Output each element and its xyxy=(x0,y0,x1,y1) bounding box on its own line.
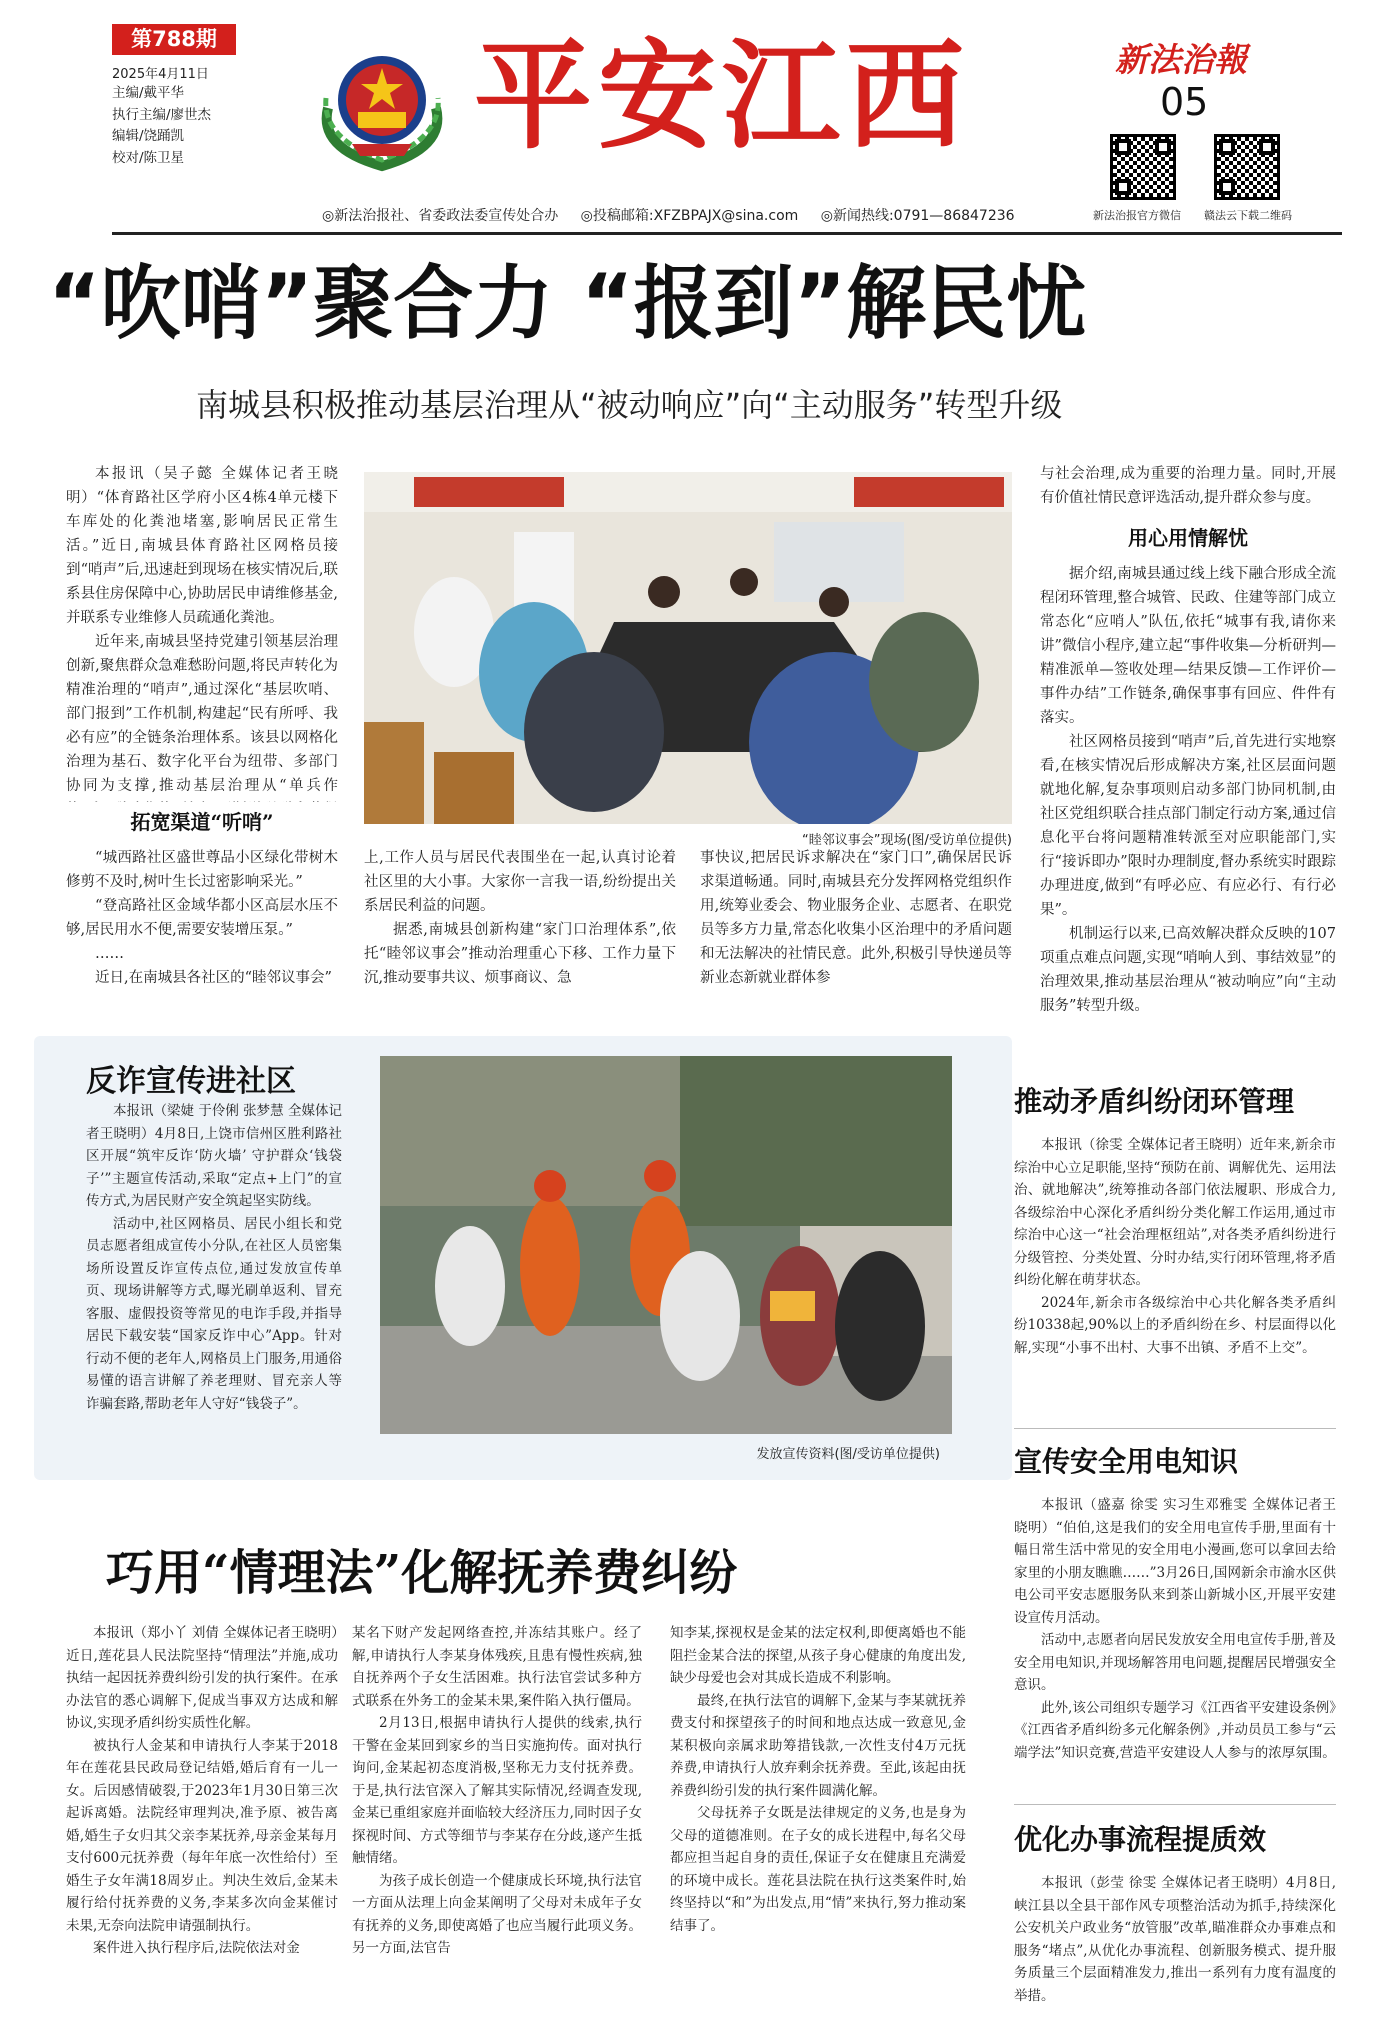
custody-column-2 xyxy=(352,1622,642,2030)
electric-paragraph: 此外,该公司组织专题学习《江西省平安建设条例》《江西省矛盾纠纷多元化解条例》,并动员员工参与“云端学法”知识竞赛,营造平安建设人人参与的浓厚氛围。 xyxy=(1014,1699,1336,1761)
lead-headline: “吹哨”聚合力 “报到”解民忧 xyxy=(48,257,1087,350)
lead-paragraph: 社区网格员接到“哨声”后,首先进行实地察看,在核实情况后形成解决方案,社区层面问题就地化解,复杂事项则启动多部门协同机制,由社区党组织联合挂点部门制定行动方案,通过信息化平台将问题精准转派至对应职能部门,实行“接诉即办”限时办理制度,督办系统实时跟踪办理进度,做到“有呼必应、有应必行、有行必果”。 xyxy=(1040,734,1336,918)
electric-body xyxy=(1014,1494,1336,1796)
antifraud-photo-caption: 发放宣传资料(图/受访单位提供) xyxy=(756,1447,940,1462)
lead-paragraph: “登高路社区金域华都小区高层水压不够,居民用水不便,需要安装增压泵。” xyxy=(66,898,338,938)
credit-proofread: 校对/陈卫星 xyxy=(112,149,185,166)
lead-subhead-listen: 拓宽渠道“听哨” xyxy=(130,810,274,834)
lead-subhead-resolve: 用心用情解忧 xyxy=(1128,526,1248,550)
qr-code-wechat-icon xyxy=(1110,134,1176,200)
lead-paragraph: 上,工作人员与居民代表围坐在一起,认真讨论着社区里的大小事。大家你一言我一语,纷纷提出关系居民利益的问题。 xyxy=(364,850,676,914)
lead-paragraph: 据悉,南城县创新构建“家门口治理体系”,依托“睦邻议事会”推动治理重心下移、工作力量下沉,推动要事共议、烦事商议、急 xyxy=(364,922,676,986)
custody-paragraph: 为孩子成长创造一个健康成长环境,执行法官一方面从法理上向金某阐明了父母对未成年子女有抚养的义务,即使离婚了也应当履行此项义务。另一方面,法官告 xyxy=(352,1872,642,1956)
hotline-text: ◎新闻热线:0791—86847236 xyxy=(820,208,1015,224)
credit-editor: 主编/戴平华 xyxy=(112,85,185,101)
custody-paragraph: 某名下财产发起网络查控,并冻结其账户。经了解,申请执行人李某身体残疾,且患有慢性疾病,独自抚养两个子女生活困难。执行法官尝试多种方式联系在外务工的金某未果,案件陷入执行僵局。 xyxy=(352,1625,642,1709)
lead-paragraph: 与社会治理,成为重要的治理力量。同时,开展有价值社情民意评选活动,提升群众参与度。 xyxy=(1040,466,1336,506)
contact-bar xyxy=(322,205,1015,225)
qr-code-app-icon xyxy=(1214,134,1280,200)
antifraud-paragraph: 本报讯（梁婕 于伶俐 张梦慧 全媒体记者王晓明）4月8日,上饶市信州区胜利路社区开展“筑牢反诈‘防火墙’ 守护群众‘钱袋子’”主题宣传活动,采取“定点+上门”的宣传方式,为居民财产安全筑起坚实防线。 xyxy=(86,1103,342,1209)
qr-label-wechat: 新法治报官方微信 xyxy=(1093,209,1181,222)
issue-badge: 第788期 xyxy=(112,24,236,55)
antifraud-paragraph: 活动中,社区网格员、居民小组长和党员志愿者组成宣传小分队,在社区人员密集场所设置反诈宣传点位,通过发放宣传单页、现场讲解等方式,曝光刷单返利、冒充客服、虚假投资等常见的电诈手段,并指导居民下载安装“国家反诈中心”App。针对行动不便的老年人,网格员上门服务,用通俗易懂的语言讲解了养老理财、冒充亲人等诈骗套路,帮助老年人守好“钱袋子”。 xyxy=(86,1215,342,1412)
lead-paragraph: 事快议,把居民诉求解决在“家门口”,确保居民诉求渠道畅通。同时,南城县充分发挥网格党组织作用,统筹业委会、物业服务企业、志愿者、在职党员等多方力量,常态化收集小区治理中的矛盾问题和无法解决的社情民意。此外,积极引导快递员等新业态新就业群体参 xyxy=(700,850,1012,986)
custody-paragraph: 2月13日,根据申请执行人提供的线索,执行干警在金某回到家乡的当日实施拘传。面对执行询问,金某起初态度消极,坚称无力支付抚养费。于是,执行法官深入了解其实际情况,经调查发现,金某已重组家庭并面临较大经济压力,同时因子女探视时间、方式等细节与李某存在分歧,遂产生抵触情绪。 xyxy=(352,1715,642,1866)
lead-column-1 xyxy=(66,462,338,802)
electric-paragraph: 本报讯（盛嘉 徐雯 实习生邓雅雯 全媒体记者王晓明）“伯伯,这是我们的安全用电宣传手册,里面有十幅日常生活中常见的安全用电小漫画,您可以拿回去给家里的小朋友瞧瞧……”3月26日,国网新余市渝水区供电公司平安志愿服务队来到茶山新城小区,开展平安建设宣传月活动。 xyxy=(1014,1497,1336,1626)
custody-headline: 巧用“情理法”化解抚养费纠纷 xyxy=(106,1545,738,1601)
brand-logo: 新法治報 xyxy=(1115,40,1247,79)
credit-editing: 编辑/饶踊凯 xyxy=(112,128,185,144)
right-divider-2 xyxy=(1014,1804,1336,1805)
service-headline: 优化办事流程提质效 xyxy=(1014,1823,1267,1856)
lead-column-4b xyxy=(1040,562,1336,1020)
page-number: 05 xyxy=(1160,80,1209,124)
sponsor-text: ◎新法治报社、省委政法委宣传处合办 xyxy=(322,208,559,224)
lead-paragraph: …… xyxy=(95,946,124,962)
lead-column-1b xyxy=(66,846,338,1016)
right-divider-1 xyxy=(1014,1428,1336,1429)
service-paragraph: 本报讯（彭莹 徐雯 全媒体记者王晓明）4月8日,峡江县以全县干部作风专项整治活动为抓手,持续深化公安机关户政业务“放管服”改革,瞄准群众办事难点和服务“堵点”,从优化办事流程、创新服务模式、提升服务质量三个层面精准发力,推出一系列有力度有温度的举措。 xyxy=(1014,1875,1336,2004)
lead-column-3 xyxy=(700,846,1012,1016)
lead-subheadline: 南城县积极推动基层治理从“被动响应”向“主动服务”转型升级 xyxy=(196,386,1063,424)
electric-headline: 宣传安全用电知识 xyxy=(1014,1445,1239,1478)
custody-paragraph: 案件进入执行程序后,法院依法对金 xyxy=(93,1940,300,1956)
dispute-body xyxy=(1014,1134,1336,1424)
antifraud-photo xyxy=(380,1056,952,1434)
lead-paragraph: 本报讯（吴子懿 全媒体记者王晓明）“体育路社区学府小区4栋4单元楼下车库处的化粪池堵塞,影响居民正常生活。”近日,南城县体育路社区网格员接到“哨声”后,迅速赶到现场在核实情况后,联系县住房保障中心,协助居民申请维修基金,并联系专业维修人员疏通化粪池。 xyxy=(66,466,338,626)
custody-paragraph: 本报讯（郑小丫 刘倩 全媒体记者王晓明）近日,莲花县人民法院坚持“情理法”并施,成功执结一起因抚养费纠纷引发的执行案件。在承办法官的悉心调解下,促成当事双方达成和解协议,实现矛盾纠纷实质性化解。 xyxy=(66,1625,338,1731)
dispute-headline: 推动矛盾纠纷闭环管理 xyxy=(1014,1085,1295,1118)
custody-paragraph: 知李某,探视权是金某的法定权利,即便离婚也不能阻拦金某合法的探望,从孩子身心健康的角度出发,缺少母爱也会对其成长造成不利影响。 xyxy=(670,1625,966,1686)
credit-exec-editor: 执行主编/廖世杰 xyxy=(112,106,212,123)
custody-column-1 xyxy=(66,1622,338,2030)
custody-paragraph: 父母抚养子女既是法律规定的义务,也是身为父母的道德准则。在子女的成长进程中,每名父母都应担当起自身的责任,保证子女在健康且充满爱的环境中成长。莲花县法院在执行这类案件时,始终坚持以“和”为出发点,用“情”来执行,努力推动案结事了。 xyxy=(670,1805,966,1934)
antifraud-body xyxy=(86,1100,342,1442)
electric-paragraph: 活动中,志愿者向居民发放安全用电宣传手册,普及安全用电知识,并现场解答用电问题,提醒居民增强安全意识。 xyxy=(1014,1632,1336,1693)
custody-column-3 xyxy=(670,1622,966,2030)
antifraud-headline: 反诈宣传进社区 xyxy=(86,1064,296,1099)
dispute-paragraph: 2024年,新余市各级综治中心共化解各类矛盾纠纷10338起,90%以上的矛盾纠纷在乡、村层面得以化解,实现“小事不出村、大事不出镇、矛盾不上交”。 xyxy=(1014,1294,1336,1356)
qr-label-app: 赣法云下载二维码 xyxy=(1204,209,1292,222)
email-text: ◎投稿邮箱:XFZBPAJX@sina.com xyxy=(580,208,799,224)
lead-column-4 xyxy=(1040,462,1336,512)
lead-paragraph: 近年来,南城县坚持党建引领基层治理创新,聚焦群众急难愁盼问题,将民声转化为精准治理的“哨声”,通过深化“基层吹哨、部门报到”工作机制,构建起“民有所呼、我必有应”的全链条治理体系。该县以网格化治理为基石、数字化平台为纽带、多部门协同为支撑,推动基层治理从“单兵作 xyxy=(66,634,338,794)
custody-paragraph: 被执行人金某和申请执行人李某于2018年在莲花县民政局登记结婚,婚后育有一儿一女。后因感情破裂,于2023年1月30日第三次起诉离婚。法院经审理判决,准予原、被告离婚,婚生子女归其父亲李某抚养,母亲金某每月支付600元抚养费（每年年底一次性给付）至婚生子女年满18周岁止。判决生效后,金某未履行给付抚养费的义务,李某多次向金某催讨未果,无奈向法院申请强制执行。 xyxy=(66,1737,338,1934)
lead-photo-caption: “睦邻议事会”现场(图/受访单位提供) xyxy=(802,833,1012,848)
custody-paragraph: 最终,在执行法官的调解下,金某与李某就抚养费支付和探望孩子的时间和地点达成一致意见,金某积极向亲属求助筹措钱款,一次性支付4万元抚养费,申请执行人放弃剩余抚养费。至此,该起由抚养费纠纷引发的执行案件圆满化解。 xyxy=(670,1692,966,1799)
dispute-paragraph: 本报讯（徐雯 全媒体记者王晓明）近年来,新余市综治中心立足职能,坚持“预防在前、调解优先、运用法治、就地解决”,统筹推动各部门依法履职、形成合力,各级综治中心深化矛盾纠纷分类化解工作运用,通过市综治中心这一“社会治理枢纽站”,对各类矛盾纠纷进行分级管控、分类处置、分时办结,实行闭环管理,将矛盾纠纷化解在萌芽状态。 xyxy=(1014,1137,1336,1288)
lead-photo xyxy=(364,472,1012,824)
lead-paragraph: 近日,在南城县各社区的“睦邻议事会” xyxy=(95,970,332,986)
lead-paragraph: “城西路社区盛世尊品小区绿化带树木修剪不及时,树叶生长过密影响采光。” xyxy=(66,850,338,890)
police-emblem-icon xyxy=(308,38,456,172)
lead-column-2 xyxy=(364,846,676,1016)
newspaper-title: 平安江西 xyxy=(474,26,971,165)
credits xyxy=(112,83,211,169)
masthead-divider xyxy=(112,232,1342,235)
issue-date: 2025年4月11日 xyxy=(112,67,209,82)
lead-paragraph: 机制运行以来,已高效解决群众反映的107项重点难点问题,实现“哨响人到、事结效显”的治理效果,推动基层治理从“被动响应”向“主动服务”转型升级。 xyxy=(1040,926,1336,1014)
lead-paragraph: 据介绍,南城县通过线上线下融合形成全流程闭环管理,整合城管、民政、住建等部门成立常态化“应哨人”队伍,依托“城事有我,请你来讲”微信小程序,建立起“事件收集—分析研判—精准派单—签收处理—结果反馈—工作评价—事件办结”工作链条,确保事事有回应、件件有落实。 xyxy=(1040,566,1336,726)
service-body xyxy=(1014,1872,1336,2032)
